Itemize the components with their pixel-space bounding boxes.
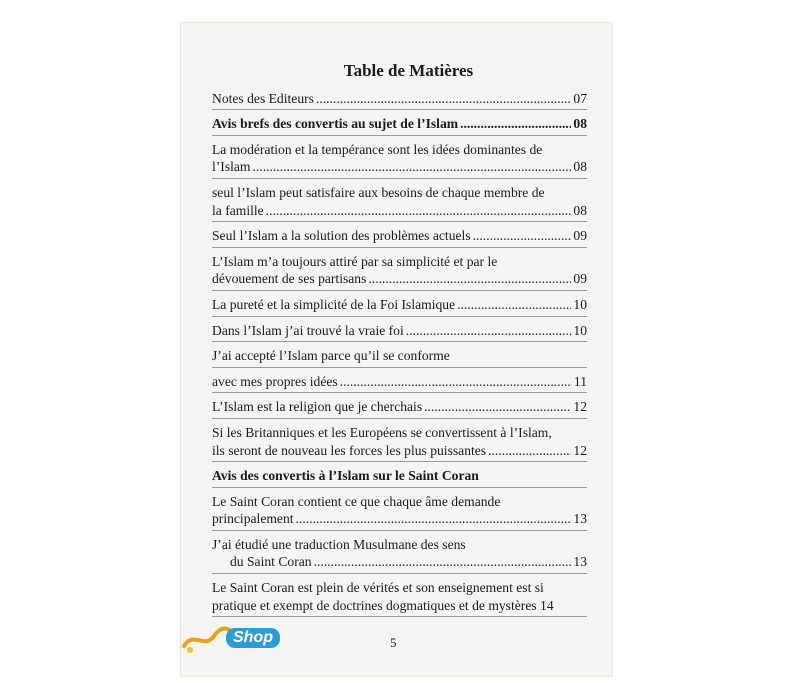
toc-page-number: 09 bbox=[573, 271, 587, 287]
toc-entry-line bbox=[212, 467, 587, 485]
toc-leader-dots bbox=[296, 510, 572, 528]
toc-leader-dots bbox=[340, 373, 572, 391]
toc-list bbox=[212, 90, 587, 618]
toc-entry bbox=[212, 184, 587, 222]
toc-page-number: 08 bbox=[573, 202, 587, 218]
toc-entry-line bbox=[212, 536, 587, 554]
toc-entry-line bbox=[212, 296, 587, 314]
toc-entry bbox=[212, 493, 587, 531]
page-title: Table de Matières bbox=[343, 61, 474, 80]
toc-page-number: 12 bbox=[573, 399, 587, 415]
toc-leader-dots bbox=[473, 227, 572, 245]
toc-entry-line bbox=[212, 347, 587, 365]
toc-entry-text: l’Islam bbox=[212, 159, 251, 175]
toc-page-number: 11 bbox=[573, 373, 587, 389]
toc-entry-line bbox=[212, 398, 587, 416]
toc-entry-line bbox=[212, 270, 587, 288]
toc-leader-dots bbox=[314, 553, 572, 571]
toc-leader-dots bbox=[253, 158, 572, 176]
toc-leader-dots bbox=[488, 442, 571, 460]
toc-entry-line bbox=[212, 424, 587, 442]
toc-entry-text: dévouement de ses partisans bbox=[212, 271, 367, 287]
toc-entry-line bbox=[212, 90, 587, 108]
toc-page-number: 13 bbox=[573, 554, 587, 570]
toc-entry-line bbox=[212, 373, 587, 391]
toc-entry-text: du Saint Coran bbox=[230, 554, 312, 570]
toc-entry-line bbox=[212, 184, 587, 202]
toc-page-number: 08 bbox=[573, 159, 587, 175]
toc-page-number: 10 bbox=[573, 322, 587, 338]
toc-entry-line bbox=[212, 141, 587, 159]
toc-page-number: 10 bbox=[573, 296, 587, 312]
toc-entry-text: Notes des Editeurs bbox=[212, 90, 314, 106]
toc-page-number: 07 bbox=[573, 90, 587, 106]
toc-entry-line bbox=[212, 493, 587, 511]
toc-entry bbox=[212, 90, 587, 111]
toc-entry-text: Avis des convertis à l’Islam sur le Saint Coran bbox=[212, 468, 479, 484]
toc-entry bbox=[212, 347, 587, 368]
toc-entry-text: Avis brefs des convertis au sujet de l’Islam bbox=[212, 116, 459, 132]
toc-entry-text: La pureté et la simplicité de la Foi Islamique bbox=[212, 296, 456, 312]
toc-entry bbox=[212, 579, 587, 617]
toc-entry bbox=[212, 115, 587, 136]
toc-leader-dots bbox=[457, 296, 571, 314]
toc-page-number: 08 bbox=[573, 116, 587, 132]
toc-entry-line bbox=[212, 442, 587, 460]
toc-page-number: 13 bbox=[573, 511, 587, 527]
toc-entry bbox=[212, 253, 587, 291]
toc-entry-text: Seul l’Islam a la solution des problèmes actuels bbox=[212, 228, 471, 244]
toc-entry-text: J’ai accepté l’Islam parce qu’il se conforme bbox=[212, 348, 450, 364]
toc-entry bbox=[212, 536, 587, 574]
toc-entry-text: J’ai étudié une traduction Musulmane des sens bbox=[212, 536, 466, 552]
toc-entry-text: ils seront de nouveau les forces les plus puissantes bbox=[212, 442, 487, 458]
toc-leader-dots bbox=[266, 202, 572, 220]
toc-entry bbox=[212, 141, 587, 179]
toc-entry-line bbox=[212, 253, 587, 271]
toc-entry-text: L’Islam m’a toujours attiré par sa simplicité et par le bbox=[212, 253, 498, 269]
table-of-contents bbox=[212, 62, 587, 622]
toc-entry-line bbox=[212, 553, 587, 571]
toc-entry-text: Le Saint Coran est plein de vérités et son enseignement est si bbox=[212, 580, 544, 596]
toc-entry-text: Si les Britanniques et les Européens se convertissent à l’Islam, bbox=[212, 424, 552, 440]
toc-entry bbox=[212, 424, 587, 462]
toc-entry-text: seul l’Islam peut satisfaire aux besoins de chaque membre de bbox=[212, 184, 545, 200]
toc-entry bbox=[212, 467, 587, 488]
toc-leader-dots bbox=[460, 115, 571, 133]
toc-entry-text: avec mes propres idées bbox=[212, 373, 338, 389]
toc-leader-dots bbox=[316, 90, 571, 108]
toc-entry-text: principalement bbox=[212, 511, 294, 527]
toc-entry-line bbox=[212, 322, 587, 340]
toc-entry-line bbox=[212, 227, 587, 245]
toc-entry-text: L’Islam est la religion que je cherchais bbox=[212, 399, 423, 415]
toc-entry-text: pratique et exempt de doctrines dogmatiques et de mystères 14 bbox=[212, 597, 554, 613]
page-number: 5 bbox=[390, 635, 397, 650]
toc-entry-line bbox=[212, 510, 587, 528]
toc-leader-dots bbox=[406, 322, 572, 340]
toc-entry bbox=[212, 373, 587, 394]
toc-entry-line bbox=[212, 202, 587, 220]
toc-entry bbox=[212, 322, 587, 343]
toc-leader-dots bbox=[424, 398, 571, 416]
toc-entry bbox=[212, 296, 587, 317]
toc-entry-text: la famille bbox=[212, 202, 264, 218]
toc-entry-text: Dans l’Islam j’ai trouvé la vraie foi bbox=[212, 322, 404, 338]
toc-page-number: 12 bbox=[573, 442, 587, 458]
toc-entry bbox=[212, 398, 587, 419]
toc-entry-line bbox=[212, 579, 587, 597]
toc-entry-line bbox=[212, 597, 587, 615]
toc-page-number: 09 bbox=[573, 228, 587, 244]
toc-leader-dots bbox=[368, 270, 571, 288]
toc-entry-text: La modération et la tempérance sont les idées dominantes de bbox=[212, 141, 543, 157]
shop-logo bbox=[180, 620, 300, 658]
logo-text: Shop bbox=[226, 628, 280, 648]
toc-entry bbox=[212, 227, 587, 248]
toc-entry-line bbox=[212, 115, 587, 133]
toc-entry-text: Le Saint Coran contient ce que chaque âme demande bbox=[212, 493, 501, 509]
toc-entry-line bbox=[212, 158, 587, 176]
